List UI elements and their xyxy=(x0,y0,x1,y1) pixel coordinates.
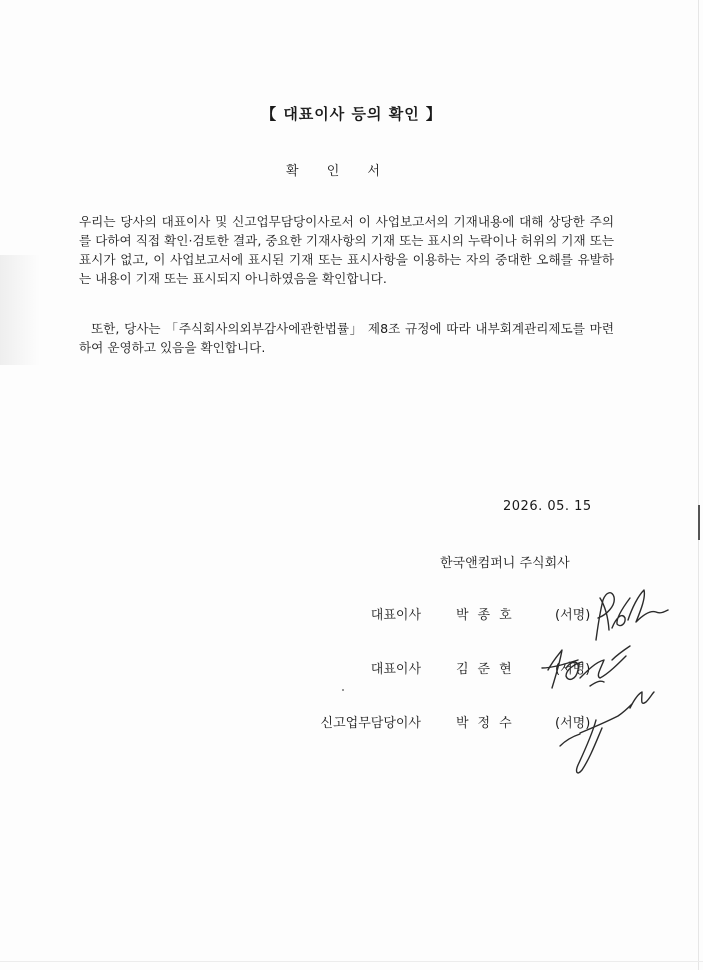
signer-name: 박정수 xyxy=(456,716,521,731)
signature-label: (서명) xyxy=(555,662,591,677)
internal-control-paragraph: 또한, 당사는 「주식회사의외부감사에관한법률」 제8조 규정에 따라 내부회계관리제도를 마련하여 운영하고 있음을 확인합니다. xyxy=(79,321,614,355)
signer-title: 대표이사 xyxy=(370,662,421,677)
company-name: 한국앤컴퍼니 주식회사 xyxy=(440,556,570,571)
scan-smudge xyxy=(0,255,40,365)
document-title: 【 대표이사 등의 확인 】 xyxy=(261,105,442,123)
signer-row xyxy=(0,712,703,736)
signature-label: (서명) xyxy=(555,608,591,623)
signer-row xyxy=(0,604,703,628)
signer-title: 대표이사 xyxy=(370,608,421,623)
signer-title: 신고업무담당이사 xyxy=(320,716,421,731)
signature-3-stroke xyxy=(630,692,654,708)
confirmation-paragraph: 우리는 당사의 대표이사 및 신고업무담당이사로서 이 사업보고서의 기재내용에 대해 상당한 주의를 다하여 직접 확인·검토한 결과, 중요한 기재사항의 기재 또는 표시의 누락이나 허위의 기재 또는 표시가 없고, 이 사업보고서에 표시된 기재 또는 표시사항을 이용하는 자의 중대한 오해를 유발하는 내용이 기재 또는 표시되지 아니하였음을 확인합니다. xyxy=(79,214,614,286)
page-edge-line xyxy=(698,0,699,970)
document-subtitle: 확 인 서 xyxy=(286,164,392,179)
page-edge-mark xyxy=(698,505,700,540)
document-date: 2026. 05. 15 xyxy=(503,499,592,514)
signature-label: (서명) xyxy=(555,716,591,731)
scan-dot xyxy=(342,689,344,691)
signer-name: 박종호 xyxy=(456,608,521,623)
signer-name: 김준현 xyxy=(456,662,521,677)
signer-row xyxy=(0,658,703,682)
page-bottom-line xyxy=(0,961,703,962)
